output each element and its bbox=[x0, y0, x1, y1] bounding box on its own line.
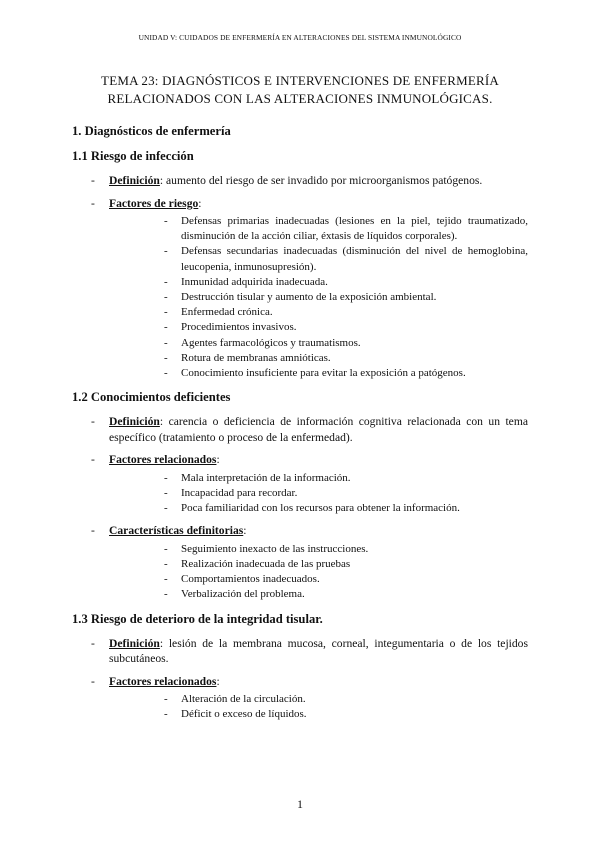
document-title bbox=[60, 72, 540, 108]
list-dash: - bbox=[91, 636, 95, 650]
list-dash: - bbox=[164, 693, 168, 706]
factors-suffix: : bbox=[198, 196, 202, 210]
list-dash: - bbox=[164, 291, 168, 304]
list-item bbox=[109, 557, 528, 572]
factors-item bbox=[72, 196, 528, 382]
list-dash: - bbox=[164, 542, 168, 555]
list-item-text: Enfermedad crónica. bbox=[181, 306, 273, 319]
subsection-heading: 1.2 Conocimientos deficientes bbox=[72, 390, 231, 405]
defining-characteristics-label: Características definitorias bbox=[109, 524, 244, 538]
list-item-text: Verbalización del problema. bbox=[181, 588, 305, 601]
related-factors-label: Factores relacionados bbox=[109, 453, 217, 467]
list-item bbox=[109, 320, 528, 335]
list-item-text: Seguimiento inexacto de las instrucciones. bbox=[181, 542, 369, 555]
definition-item bbox=[72, 414, 528, 445]
list-item-text: Inmunidad adquirida inadecuada. bbox=[181, 275, 328, 288]
definition-label: Definición bbox=[109, 174, 160, 187]
list-item bbox=[109, 351, 528, 366]
list-dash: - bbox=[164, 471, 168, 484]
list-dash: - bbox=[164, 215, 168, 227]
list-dash: - bbox=[164, 367, 168, 380]
defining-characteristics-suffix: : bbox=[243, 524, 247, 538]
section-riesgo-infeccion bbox=[72, 149, 528, 381]
list-item-text: Alteración de la circulación. bbox=[181, 693, 306, 706]
list-item bbox=[109, 290, 528, 305]
list-dash: - bbox=[164, 588, 168, 601]
list-item bbox=[109, 214, 528, 244]
definition-item bbox=[72, 636, 528, 667]
definition-label: Definición bbox=[109, 636, 160, 650]
defining-characteristics-list bbox=[109, 542, 528, 603]
title-line-2: RELACIONADOS CON LAS ALTERACIONES INMUNOLÓGICAS. bbox=[107, 91, 493, 106]
list-item bbox=[109, 542, 528, 557]
list-item-text: Mala interpretación de la información. bbox=[181, 471, 351, 484]
list-dash: - bbox=[164, 245, 168, 258]
list-dash: - bbox=[164, 321, 168, 334]
list-item bbox=[109, 275, 528, 290]
list-item-text: Comportamientos inadecuados. bbox=[181, 573, 320, 586]
definition-text: : aumento del riesgo de ser invadido por microorganismos patógenos. bbox=[159, 174, 483, 187]
list-dash: - bbox=[91, 453, 95, 467]
related-factors-item bbox=[72, 452, 528, 516]
list-item-text: Incapacidad para recordar. bbox=[181, 486, 298, 499]
list-item bbox=[109, 336, 528, 351]
list-item-text: Rotura de membranas amnióticas. bbox=[181, 351, 331, 364]
list-dash: - bbox=[164, 351, 168, 364]
list-item-text: Realización inadecuada de las pruebas bbox=[181, 558, 351, 571]
list-dash: - bbox=[91, 174, 95, 187]
related-factors-item bbox=[72, 674, 528, 723]
list-item-text: Defensas primarias inadecuadas (lesiones en la piel, tejido traumatizado, disminución de la acción ciliar, éxtasis de líquidos corporales). bbox=[181, 215, 528, 243]
list-dash: - bbox=[164, 275, 168, 288]
list-item bbox=[109, 305, 528, 320]
page-number: 1 bbox=[297, 797, 303, 811]
list-dash: - bbox=[164, 573, 168, 586]
list-item-text: Defensas secundarias inadecuadas (disminución del nivel de hemoglobina, leucopenia, inmunosupresión). bbox=[181, 245, 528, 273]
list-item-text: Destrucción tisular y aumento de la exposición ambiental. bbox=[181, 291, 437, 304]
list-item-text: Agentes farmacológicos y traumatismos. bbox=[181, 336, 361, 349]
list-dash: - bbox=[164, 708, 168, 721]
definition-text: : lesión de la membrana mucosa, corneal, integumentaria o de los tejidos subcutáneos. bbox=[109, 636, 528, 666]
list-item bbox=[109, 707, 528, 722]
list-dash: - bbox=[164, 558, 168, 571]
list-item bbox=[109, 692, 528, 707]
subsection-heading: 1.1 Riesgo de infección bbox=[72, 149, 194, 163]
list-item-text: Déficit o exceso de líquidos. bbox=[181, 708, 307, 721]
list-item bbox=[109, 471, 528, 486]
factors-label: Factores de riesgo bbox=[109, 196, 199, 210]
related-factors-suffix: : bbox=[216, 674, 220, 688]
section-integridad-tisular bbox=[72, 612, 528, 723]
section-conocimientos-deficientes bbox=[72, 390, 528, 602]
list-dash: - bbox=[91, 415, 95, 429]
list-dash: - bbox=[91, 524, 95, 538]
list-dash: - bbox=[164, 336, 168, 349]
list-item bbox=[109, 587, 528, 602]
section-heading-diagnosticos: 1. Diagnósticos de enfermería bbox=[72, 124, 231, 138]
list-item bbox=[109, 486, 528, 501]
list-item-text: Procedimientos invasivos. bbox=[181, 321, 297, 334]
list-item bbox=[109, 572, 528, 587]
definition-text: : carencia o deficiencia de información cognitiva relacionada con un tema específico (tratamiento o proceso de la enfermedad). bbox=[109, 415, 528, 444]
running-header: UNIDAD V: CUIDADOS DE ENFERMERÍA EN ALTERACIONES DEL SISTEMA INMUNOLÓGICO bbox=[138, 33, 462, 42]
defining-characteristics-item bbox=[72, 523, 528, 602]
list-item bbox=[109, 501, 528, 516]
list-dash: - bbox=[91, 674, 95, 688]
list-dash: - bbox=[164, 306, 168, 319]
list-dash: - bbox=[91, 196, 95, 210]
title-line-1: TEMA 23: DIAGNÓSTICOS E INTERVENCIONES DE ENFERMERÍA bbox=[101, 73, 499, 88]
factors-list bbox=[109, 214, 528, 381]
related-factors-list bbox=[109, 692, 528, 722]
subsection-heading: 1.3 Riesgo de deterioro de la integridad tisular. bbox=[72, 611, 323, 626]
list-item bbox=[109, 244, 528, 274]
list-item bbox=[109, 366, 528, 381]
list-item-text: Poca familiaridad con los recursos para obtener la información. bbox=[181, 502, 460, 515]
list-dash: - bbox=[164, 486, 168, 499]
list-item-text: Conocimiento insuficiente para evitar la exposición a patógenos. bbox=[181, 367, 466, 380]
list-dash: - bbox=[164, 502, 168, 515]
content bbox=[72, 124, 528, 732]
related-factors-label: Factores relacionados bbox=[109, 674, 217, 688]
definition-label: Definición bbox=[109, 415, 160, 429]
related-factors-suffix: : bbox=[216, 453, 220, 467]
related-factors-list bbox=[109, 471, 528, 517]
definition-item bbox=[72, 173, 528, 189]
